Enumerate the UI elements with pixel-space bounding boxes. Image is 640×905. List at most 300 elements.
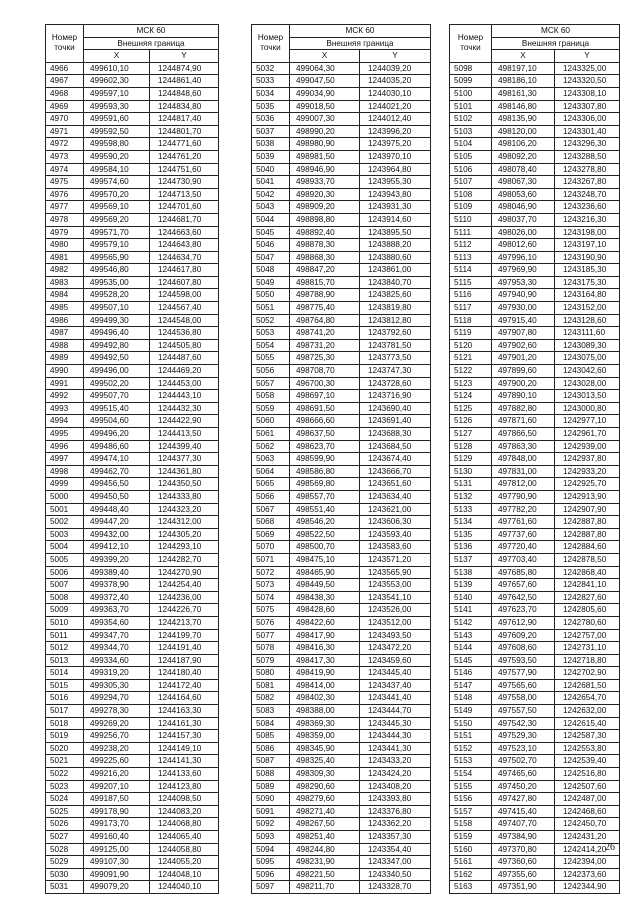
x-coordinate: 497899,60 (492, 365, 555, 378)
x-coordinate: 498419,90 (290, 667, 360, 680)
x-coordinate: 498402,30 (290, 692, 360, 705)
y-coordinate: 1244030,10 (360, 87, 431, 100)
y-coordinate: 1242344,90 (555, 881, 620, 894)
point-number: 5102 (450, 113, 492, 126)
point-number: 5144 (450, 642, 492, 655)
table-row (252, 239, 431, 252)
table-row (252, 289, 431, 302)
x-coordinate: 499610,10 (84, 62, 150, 75)
y-coordinate: 1244399,40 (150, 440, 219, 453)
y-coordinate: 1243565,90 (360, 566, 431, 579)
point-number: 5112 (450, 239, 492, 252)
table-row (252, 428, 431, 441)
x-coordinate: 499091,90 (84, 868, 150, 881)
y-coordinate: 1244058,80 (150, 843, 219, 856)
point-number: 5120 (450, 339, 492, 352)
x-coordinate: 498271,40 (290, 805, 360, 818)
y-coordinate: 1243328,70 (360, 881, 431, 894)
table-row (46, 226, 219, 239)
y-coordinate: 1243691,40 (360, 415, 431, 428)
y-coordinate: 1242887,80 (555, 528, 620, 541)
point-number: 5001 (46, 503, 84, 516)
y-coordinate: 1244012,40 (360, 113, 431, 126)
x-coordinate: 498359,00 (290, 730, 360, 743)
table-row (450, 843, 620, 856)
y-coordinate: 1244083,20 (150, 805, 219, 818)
table-row (450, 276, 620, 289)
point-number: 5070 (252, 541, 290, 554)
point-number: 5130 (450, 465, 492, 478)
point-number: 5125 (450, 402, 492, 415)
table-row (46, 163, 219, 176)
point-number: 5107 (450, 176, 492, 189)
y-coordinate: 1242925,70 (555, 478, 620, 491)
y-coordinate: 1243975,20 (360, 138, 431, 151)
y-coordinate: 1244643,80 (150, 239, 219, 252)
table-row (46, 793, 219, 806)
table-row (450, 679, 620, 692)
table-row (252, 163, 431, 176)
x-coordinate: 497953,30 (492, 276, 555, 289)
point-number: 5114 (450, 264, 492, 277)
x-coordinate: 499412,10 (84, 541, 150, 554)
point-number: 5057 (252, 377, 290, 390)
table-row (252, 793, 431, 806)
point-number: 5061 (252, 428, 290, 441)
table-row (450, 75, 620, 88)
table-row (450, 541, 620, 554)
y-coordinate: 1244172,40 (150, 679, 219, 692)
header-y: Y (150, 50, 219, 63)
x-coordinate: 498417,30 (290, 654, 360, 667)
y-coordinate: 1244213,70 (150, 616, 219, 629)
y-coordinate: 1244548,00 (150, 314, 219, 327)
table-row (450, 365, 620, 378)
x-coordinate: 499389,40 (84, 566, 150, 579)
y-coordinate: 1243437,40 (360, 679, 431, 692)
y-coordinate: 1243301,40 (555, 125, 620, 138)
y-coordinate: 1243459,60 (360, 654, 431, 667)
y-coordinate: 1243812,80 (360, 314, 431, 327)
y-coordinate: 1244617,80 (150, 264, 219, 277)
point-number: 5047 (252, 251, 290, 264)
table-row (46, 553, 219, 566)
y-coordinate: 1243354,40 (360, 843, 431, 856)
point-number: 4984 (46, 289, 84, 302)
y-coordinate: 1242937,80 (555, 453, 620, 466)
x-coordinate: 498892,40 (290, 226, 360, 239)
table-row (450, 62, 620, 75)
table-row (46, 365, 219, 378)
x-coordinate: 499502,20 (84, 377, 150, 390)
y-coordinate: 1244634,70 (150, 251, 219, 264)
point-number: 4973 (46, 150, 84, 163)
table-row (450, 314, 620, 327)
table-row (46, 428, 219, 441)
point-number: 5046 (252, 239, 290, 252)
point-number: 5066 (252, 490, 290, 503)
header-x: X (492, 50, 555, 63)
table-row (450, 251, 620, 264)
point-number: 5074 (252, 591, 290, 604)
x-coordinate: 498414,00 (290, 679, 360, 692)
y-coordinate: 1243013,50 (555, 390, 620, 403)
point-number: 5163 (450, 881, 492, 894)
y-coordinate: 1243376,80 (360, 805, 431, 818)
table-row (252, 667, 431, 680)
table-row (252, 465, 431, 478)
point-number: 5044 (252, 213, 290, 226)
x-coordinate: 499079,20 (84, 881, 150, 894)
x-coordinate: 497351,90 (492, 881, 555, 894)
y-coordinate: 1242468,60 (555, 805, 620, 818)
header-x: X (84, 50, 150, 63)
point-number: 5035 (252, 100, 290, 113)
point-number: 5025 (46, 805, 84, 818)
y-coordinate: 1243164,80 (555, 289, 620, 302)
x-coordinate: 499528,20 (84, 289, 150, 302)
x-coordinate: 499574,60 (84, 176, 150, 189)
y-coordinate: 1244598,00 (150, 289, 219, 302)
table-row (450, 453, 620, 466)
x-coordinate: 497871,60 (492, 415, 555, 428)
x-coordinate: 499018,50 (290, 100, 360, 113)
table-row (252, 780, 431, 793)
x-coordinate: 499535,00 (84, 276, 150, 289)
table-row (450, 176, 620, 189)
x-coordinate: 498369,30 (290, 717, 360, 730)
y-coordinate: 1244254,40 (150, 579, 219, 592)
y-coordinate: 1243880,60 (360, 251, 431, 264)
x-coordinate: 499173,70 (84, 818, 150, 831)
y-coordinate: 1243684,50 (360, 440, 431, 453)
table-row (252, 629, 431, 642)
point-number: 5072 (252, 566, 290, 579)
table-row (46, 591, 219, 604)
table-row (252, 881, 431, 894)
point-number: 5097 (252, 881, 290, 894)
x-coordinate: 498438,30 (290, 591, 360, 604)
y-coordinate: 1243964,80 (360, 163, 431, 176)
table-row (252, 113, 431, 126)
x-coordinate: 499354,60 (84, 616, 150, 629)
point-number: 5129 (450, 453, 492, 466)
x-coordinate: 499047,50 (290, 75, 360, 88)
point-number: 5007 (46, 579, 84, 592)
table-row (252, 100, 431, 113)
point-number: 5071 (252, 553, 290, 566)
x-coordinate: 497902,60 (492, 339, 555, 352)
point-number: 5026 (46, 818, 84, 831)
x-coordinate: 498623,70 (290, 440, 360, 453)
x-coordinate: 499125,00 (84, 843, 150, 856)
table-row (46, 75, 219, 88)
table-row (450, 528, 620, 541)
point-number: 5152 (450, 742, 492, 755)
table-row (450, 868, 620, 881)
x-coordinate: 497370,80 (492, 843, 555, 856)
y-coordinate: 1243526,00 (360, 604, 431, 617)
y-coordinate: 1243288,50 (555, 150, 620, 163)
y-coordinate: 1244048,10 (150, 868, 219, 881)
point-number: 5079 (252, 654, 290, 667)
point-number: 4992 (46, 390, 84, 403)
y-coordinate: 1244422,90 (150, 415, 219, 428)
x-coordinate: 499602,30 (84, 75, 150, 88)
table-row (450, 100, 620, 113)
x-coordinate: 499507,10 (84, 302, 150, 315)
y-coordinate: 1243819,80 (360, 302, 431, 315)
x-coordinate: 498078,40 (492, 163, 555, 176)
y-coordinate: 1242878,50 (555, 553, 620, 566)
point-number: 5017 (46, 705, 84, 718)
x-coordinate: 498037,70 (492, 213, 555, 226)
y-coordinate: 1243028,00 (555, 377, 620, 390)
y-coordinate: 1244361,80 (150, 465, 219, 478)
table-row (450, 730, 620, 743)
y-coordinate: 1244236,00 (150, 591, 219, 604)
table-row (46, 302, 219, 315)
point-number: 5081 (252, 679, 290, 692)
x-coordinate: 499515,40 (84, 402, 150, 415)
point-number: 4998 (46, 465, 84, 478)
point-number: 4994 (46, 415, 84, 428)
x-coordinate: 498557,70 (290, 490, 360, 503)
table-row (252, 818, 431, 831)
point-number: 5110 (450, 213, 492, 226)
table-row (252, 201, 431, 214)
point-number: 5005 (46, 553, 84, 566)
table-row (450, 163, 620, 176)
table-row (46, 327, 219, 340)
table-row (252, 490, 431, 503)
header-point-number: Номер точки (252, 25, 290, 63)
point-number: 4977 (46, 201, 84, 214)
x-coordinate: 498569,80 (290, 478, 360, 491)
table-row (46, 868, 219, 881)
point-number: 5153 (450, 755, 492, 768)
x-coordinate: 499319,20 (84, 667, 150, 680)
page-number: 26 (605, 842, 615, 853)
point-number: 5082 (252, 692, 290, 705)
x-coordinate: 499107,30 (84, 856, 150, 869)
table-row (450, 201, 620, 214)
point-number: 5039 (252, 150, 290, 163)
y-coordinate: 1243185,30 (555, 264, 620, 277)
point-number: 5127 (450, 428, 492, 441)
x-coordinate: 498186,10 (492, 75, 555, 88)
table-row (46, 352, 219, 365)
table-row (252, 831, 431, 844)
point-number: 4968 (46, 87, 84, 100)
x-coordinate: 497609,20 (492, 629, 555, 642)
y-coordinate: 1243248,70 (555, 188, 620, 201)
table-row (450, 390, 620, 403)
y-coordinate: 1244035,20 (360, 75, 431, 88)
x-coordinate: 497782,20 (492, 503, 555, 516)
x-coordinate: 499064,30 (290, 62, 360, 75)
x-coordinate: 499507,70 (84, 390, 150, 403)
point-number: 5094 (252, 843, 290, 856)
table-row (46, 780, 219, 793)
header-point-number: Номер точки (46, 25, 84, 63)
table-row (46, 415, 219, 428)
y-coordinate: 1243357,30 (360, 831, 431, 844)
x-coordinate: 497907,80 (492, 327, 555, 340)
x-coordinate: 497502,70 (492, 755, 555, 768)
y-coordinate: 1242884,60 (555, 541, 620, 554)
y-coordinate: 1243306,00 (555, 113, 620, 126)
y-coordinate: 1243553,00 (360, 579, 431, 592)
x-coordinate: 497450,20 (492, 780, 555, 793)
table-row (46, 188, 219, 201)
x-coordinate: 498231,90 (290, 856, 360, 869)
table-row (252, 566, 431, 579)
x-coordinate: 498725,30 (290, 352, 360, 365)
point-number: 5155 (450, 780, 492, 793)
y-coordinate: 1244771,60 (150, 138, 219, 151)
y-coordinate: 1243541,10 (360, 591, 431, 604)
header-boundary: Внешняя граница (492, 37, 620, 50)
table-row (450, 478, 620, 491)
y-coordinate: 1244164,60 (150, 692, 219, 705)
y-coordinate: 1244567,40 (150, 302, 219, 315)
point-number: 5132 (450, 490, 492, 503)
y-coordinate: 1244333,80 (150, 490, 219, 503)
y-coordinate: 1242394,00 (555, 856, 620, 869)
x-coordinate: 497384,90 (492, 831, 555, 844)
table-row (46, 843, 219, 856)
x-coordinate: 496700,30 (290, 377, 360, 390)
point-number: 5030 (46, 868, 84, 881)
x-coordinate: 498309,30 (290, 768, 360, 781)
y-coordinate: 1243728,60 (360, 377, 431, 390)
x-coordinate: 497360,60 (492, 856, 555, 869)
table-row (46, 768, 219, 781)
x-coordinate: 497355,60 (492, 868, 555, 881)
point-number: 5084 (252, 717, 290, 730)
y-coordinate: 1243267,80 (555, 176, 620, 189)
table-row (252, 755, 431, 768)
table-row (46, 490, 219, 503)
point-number: 5096 (252, 868, 290, 881)
y-coordinate: 1244191,40 (150, 642, 219, 655)
table-row (46, 831, 219, 844)
x-coordinate: 498345,90 (290, 742, 360, 755)
y-coordinate: 1244751,60 (150, 163, 219, 176)
x-coordinate: 497996,10 (492, 251, 555, 264)
table-row (450, 616, 620, 629)
y-coordinate: 1244730,90 (150, 176, 219, 189)
table-row (252, 692, 431, 705)
y-coordinate: 1242450,70 (555, 818, 620, 831)
point-number: 5028 (46, 843, 84, 856)
y-coordinate: 1243895,50 (360, 226, 431, 239)
point-number: 5000 (46, 490, 84, 503)
table-row (46, 654, 219, 667)
x-coordinate: 497608,60 (492, 642, 555, 655)
table-row (46, 213, 219, 226)
point-number: 4975 (46, 176, 84, 189)
x-coordinate: 498909,20 (290, 201, 360, 214)
point-number: 4980 (46, 239, 84, 252)
table-row (450, 717, 620, 730)
y-coordinate: 1244607,80 (150, 276, 219, 289)
point-number: 5150 (450, 717, 492, 730)
point-number: 5067 (252, 503, 290, 516)
x-coordinate: 498267,50 (290, 818, 360, 831)
y-coordinate: 1243621,00 (360, 503, 431, 516)
x-coordinate: 498161,30 (492, 87, 555, 100)
point-number: 5040 (252, 163, 290, 176)
table-row (46, 276, 219, 289)
table-row (46, 616, 219, 629)
point-number: 5054 (252, 339, 290, 352)
point-number: 5022 (46, 768, 84, 781)
header-coordinate-system: МСК 60 (290, 25, 431, 38)
y-coordinate: 1242487,00 (555, 793, 620, 806)
y-coordinate: 1242702,90 (555, 667, 620, 680)
x-coordinate: 497407,70 (492, 818, 555, 831)
x-coordinate: 498708,70 (290, 365, 360, 378)
point-number: 4993 (46, 402, 84, 415)
table-row (252, 453, 431, 466)
point-number: 5140 (450, 591, 492, 604)
x-coordinate: 497900,20 (492, 377, 555, 390)
point-number: 5012 (46, 642, 84, 655)
point-number: 5148 (450, 692, 492, 705)
x-coordinate: 498775,40 (290, 302, 360, 315)
x-coordinate: 498417,90 (290, 629, 360, 642)
table-row (450, 818, 620, 831)
y-coordinate: 1244141,30 (150, 755, 219, 768)
x-coordinate: 499492,50 (84, 352, 150, 365)
x-coordinate: 497866,50 (492, 428, 555, 441)
point-number: 5049 (252, 276, 290, 289)
point-number: 4972 (46, 138, 84, 151)
x-coordinate: 498847,20 (290, 264, 360, 277)
x-coordinate: 499496,00 (84, 365, 150, 378)
x-coordinate: 498388,00 (290, 705, 360, 718)
point-number: 5116 (450, 289, 492, 302)
coordinates-table-3 (449, 24, 620, 894)
x-coordinate: 497720,40 (492, 541, 555, 554)
table-row (252, 742, 431, 755)
x-coordinate: 497558,00 (492, 692, 555, 705)
table-row (252, 365, 431, 378)
x-coordinate: 499344,70 (84, 642, 150, 655)
y-coordinate: 1242841,10 (555, 579, 620, 592)
x-coordinate: 497848,00 (492, 453, 555, 466)
point-number: 5006 (46, 566, 84, 579)
y-coordinate: 1243441,40 (360, 692, 431, 705)
y-coordinate: 1242681,50 (555, 679, 620, 692)
point-number: 5162 (450, 868, 492, 881)
table-row (46, 87, 219, 100)
point-number: 5149 (450, 705, 492, 718)
x-coordinate: 497685,80 (492, 566, 555, 579)
x-coordinate: 497529,30 (492, 730, 555, 743)
table-row (46, 818, 219, 831)
x-coordinate: 498046,90 (492, 201, 555, 214)
point-number: 5058 (252, 390, 290, 403)
table-row (46, 667, 219, 680)
point-number: 5105 (450, 150, 492, 163)
header-coordinate-system: МСК 60 (492, 25, 620, 38)
point-number: 4978 (46, 213, 84, 226)
point-number: 5010 (46, 616, 84, 629)
point-number: 4971 (46, 125, 84, 138)
